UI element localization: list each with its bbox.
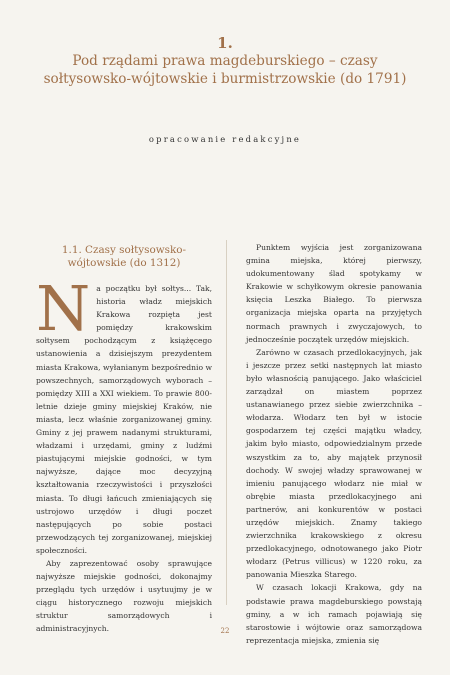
paragraph: Punktem wyjścia jest zorganizowana gmina miejska, której pierwszy, udokumentowany ślad spotykamy w Krakowie w schyłkowym okresie panowania księcia Leszka Białego. To pierwsza organizacja miejska oparta na przyjętych normach prawnych i zwyczajowych, to jednocześnie początek urzędów miejskich. [246,243,422,344]
right-column [246,241,422,647]
paragraph: Aby zaprezentować osoby sprawujące najwyższe miejskie godności, dokonajmy przeglądu tych urzędów i usytuujmy je w ciągu historycznego rozwoju miejskich struktur samorządowych i administracyjnych. [36,558,212,634]
column-divider [226,240,227,605]
chapter-number: 1. [217,34,233,52]
section-title: 1.1. Czasy sołtysowsko-wójtowskie (do 1312) [61,244,187,269]
chapter-title: Pod rządami prawa magdeburskiego – czasy sołtysowsko-wójtowskie i burmistrzowskie (do 1791) [43,53,407,87]
drop-cap: N [36,272,91,345]
paragraph: Na początku był sołtys... Tak, historia władz miejskich Krakowa rozpięta jest pomiędzy krakowskim sołtysem pochodzącym z książęcego ustanowienia a dzisiejszym prezydentem miasta Krakowa, wyłanianym bezpośrednio w powszechnych, samorządowych wyborach – pomiędzy XIII a XXI wiekiem. To prawie 800-letnie dzieje gminy miejskiej Kraków, nie miasta, lecz właśnie zorganizowanej gminy. Gminy z jej prawem nadanymi strukturami, władzami i urzędami, gminy z ludźmi piastującymi miejskie godności, w tym najwyższe, dające moc decyzyjną kształtowania rzeczywistości i przyszłości miasta. To długi łańcuch zmieniających się ustrojowo urzędów i długi poczet następujących po sobie postaci przewodzących tej zorganizowanej, miejskiej społeczności. [36,272,212,555]
paragraph: W czasach lokacji Krakowa, gdy na podstawie prawa magdeburskiego powstają gminy, a w ich ramach pojawiają się starostowie i wójtowie oraz samorządowa reprezentacja miejska, zmienia się [246,583,422,645]
left-column [36,244,212,636]
page-number: 22 [220,627,230,635]
paragraph: Zarówno w czasach przedlokacyjnych, jak i jeszcze przez setki następnych lat miasto było własnością panującego. Jako właściciel zarządzał on miastem poprzez ustanawianego przez siebie zwierzchnika – włodarza. Włodarz ten był w istocie gospodarzem tej części majątku władcy, jakim było miasto, odpowiedzialnym przede wszystkim za to, aby majątek przynosił dochody. W swojej władzy sprawowanej w imieniu panującego włodarz nie miał w obrębie miasta przedlokacyjnego ani partnerów, ani konkurentów w postaci urzędów miejskich. Znamy takiego zwierzchnika krakowskiego z okresu przedlokacyjnego, odnotowanego jako Piotr włodarz (Petrus villicus) w 1220 roku, za panowania Mieszka Starego. [246,347,422,580]
chapter-subtitle: opracowanie redakcyjne [148,134,302,144]
